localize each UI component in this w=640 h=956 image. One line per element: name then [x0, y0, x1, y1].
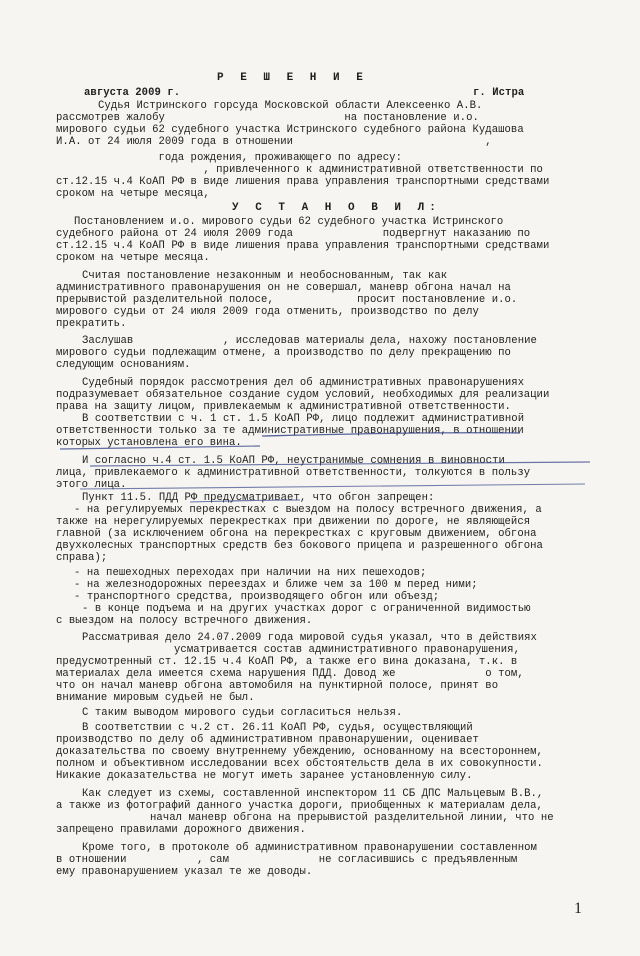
text-line: производство по делу об административном правонарушении, оценивает: [56, 734, 479, 746]
text-line: - транспортного средства, производящего обгон или объезд;: [74, 591, 440, 603]
text-line: в отношении , сам не согласившись с предъявленным: [56, 854, 518, 866]
page-number: 1: [574, 900, 583, 917]
text-line: Как следует из схемы, составленной инспектором 11 СБ ДПС Мальцевым В.В.,: [82, 788, 544, 800]
text-line: материалах дела имеется схема нарушения ПДД. Довод же о том,: [56, 668, 524, 680]
text-line: ст.12.15 ч.4 КоАП РФ в виде лишения права управления транспортными средствами: [56, 176, 550, 188]
text-line: Кроме того, в протоколе об административном правонарушении составленном: [82, 842, 537, 854]
pen-underline-4: [80, 484, 585, 489]
text-line: доказательства по своему внутреннему убеждению, основанному на всестороннем,: [56, 746, 543, 758]
text-line: Считая постановление незаконным и необоснованным, так как: [82, 270, 448, 282]
text-line: Никакие доказательства не могут иметь заранее установленную силу.: [56, 770, 473, 782]
text-line: справа);: [56, 552, 108, 564]
text-line: - на пешеходных переходах при наличии на них пешеходов;: [74, 567, 427, 579]
text-line: , привлеченного к административной ответственности по: [56, 164, 543, 176]
text-line: Судья Истринского горсуда Московской области Алексеенко А.В.: [98, 100, 483, 112]
text-line: ему правонарушением указал те же доводы.: [56, 866, 313, 878]
text-line: Рассматривая дело 24.07.2009 года мировой судья указал, что в действиях: [82, 632, 537, 644]
text-line: следующим основаниям.: [56, 359, 191, 371]
text-line: - в конце подъема и на других участках дорог с ограниченной видимостью: [82, 603, 531, 615]
text-line: - на железнодорожных переездах и ближе чем за 100 м перед ними;: [74, 579, 478, 591]
text-line: Постановлением и.о. мирового судьи 62 судебного участка Истринского: [74, 216, 504, 228]
text-line: этого лица.: [56, 479, 127, 491]
text-line: В соответствии с ч.2 ст. 26.11 КоАП РФ, судья, осуществляющий: [82, 722, 473, 734]
text-line: полном и объективном исследовании всех обстоятельств дела в их совокупности.: [56, 758, 543, 770]
text-line: а также из фотографий данного участка дороги, приобщенных к материалам дела,: [56, 800, 543, 812]
text-line: В соответствии с ч. 1 ст. 1.5 КоАП РФ, лицо подлежит административной: [82, 413, 525, 425]
text-line: ст.12.15 ч.4 КоАП РФ в виде лишения права управления транспортными средствами: [56, 240, 550, 252]
text-line: С таким выводом мирового судьи согласиться нельзя.: [82, 707, 403, 719]
decision-city: г. Истра: [473, 87, 525, 99]
text-line: И.А. от 24 июля 2009 года в отношении ,: [56, 136, 492, 148]
document-title: Р Е Ш Е Н И Е: [217, 72, 368, 84]
text-line: предусмотренный ст. 12.15 ч.4 КоАП РФ, а также его вина доказана, т.к. в: [56, 656, 518, 668]
text-line: сроком на четыре месяца.: [56, 252, 210, 264]
text-line: И согласно ч.4 ст. 1.5 КоАП РФ, неустранимые сомнения в виновности: [82, 455, 505, 467]
text-line: сроком на четыре месяца,: [56, 188, 210, 200]
text-line: административного правонарушения он не совершал, маневр обгона начал на: [56, 282, 511, 294]
text-line: судебного района от 24 июля 2009 года подвергнут наказанию по: [56, 228, 531, 240]
text-line: что он начал маневр обгона автомобиля на пунктирной полосе, принят во: [56, 680, 499, 692]
text-line: начал маневр обгона на прерывистой разделительной линии, что не: [150, 812, 554, 824]
text-line: - на регулируемых перекрестках с выездом на полосу встречного движения, а: [74, 504, 542, 516]
text-line: двухколесных транспортных средств без бокового прицепа и разрешенного обгона: [56, 540, 543, 552]
text-line: которых установлена его вина.: [56, 437, 242, 449]
text-line: мирового судьи 62 судебного участка Истринского судебного района Кудашова: [56, 124, 524, 136]
text-line: рассмотрев жалобу на постановление и.о.: [56, 112, 479, 124]
text-line: года рождения, проживающего по адресу:: [56, 152, 402, 164]
text-line: запрещено правилами дорожного движения.: [56, 824, 306, 836]
text-line: Заслушав , исследовав материалы дела, нахожу постановление: [82, 335, 537, 347]
text-line: ответственности только за те административные правонарушения, в отношении: [56, 425, 524, 437]
text-line: внимание мировым судьей не был.: [56, 692, 255, 704]
text-line: с выездом на полосу встречного движения.: [56, 615, 313, 627]
section-heading: У С Т А Н О В И Л:: [232, 202, 441, 214]
text-line: Судебный порядок рассмотрения дел об административных правонарушениях: [82, 377, 525, 389]
text-line: прерывистой разделительной полосе, просит постановление и.о.: [56, 294, 518, 306]
text-line: мирового судьи от 24 июля 2009 года отменить, производство по делу: [56, 306, 479, 318]
text-line: также на нерегулируемых перекрестках при движении по дороге, не являющейся: [56, 516, 531, 528]
text-line: главной (за исключением обгона на перекрестках с круговым движением, обгона: [56, 528, 537, 540]
text-line: прекратить.: [56, 318, 127, 330]
text-line: Пункт 11.5. ПДД РФ предусматривает, что обгон запрещен:: [82, 492, 435, 504]
text-line: права на защиту лицом, привлекаемым к административной ответственности.: [56, 401, 511, 413]
text-line: подразумевает обязательное создание судом условий, необходимых для реализации: [56, 389, 550, 401]
text-line: мирового судьи подлежащим отмене, а производство по делу прекращению по: [56, 347, 511, 359]
decision-date: августа 2009 г.: [84, 87, 181, 99]
text-line: лица, привлекаемого к административной ответственности, толкуются в пользу: [56, 467, 531, 479]
text-line: усматривается состав административного правонарушения,: [174, 644, 520, 656]
